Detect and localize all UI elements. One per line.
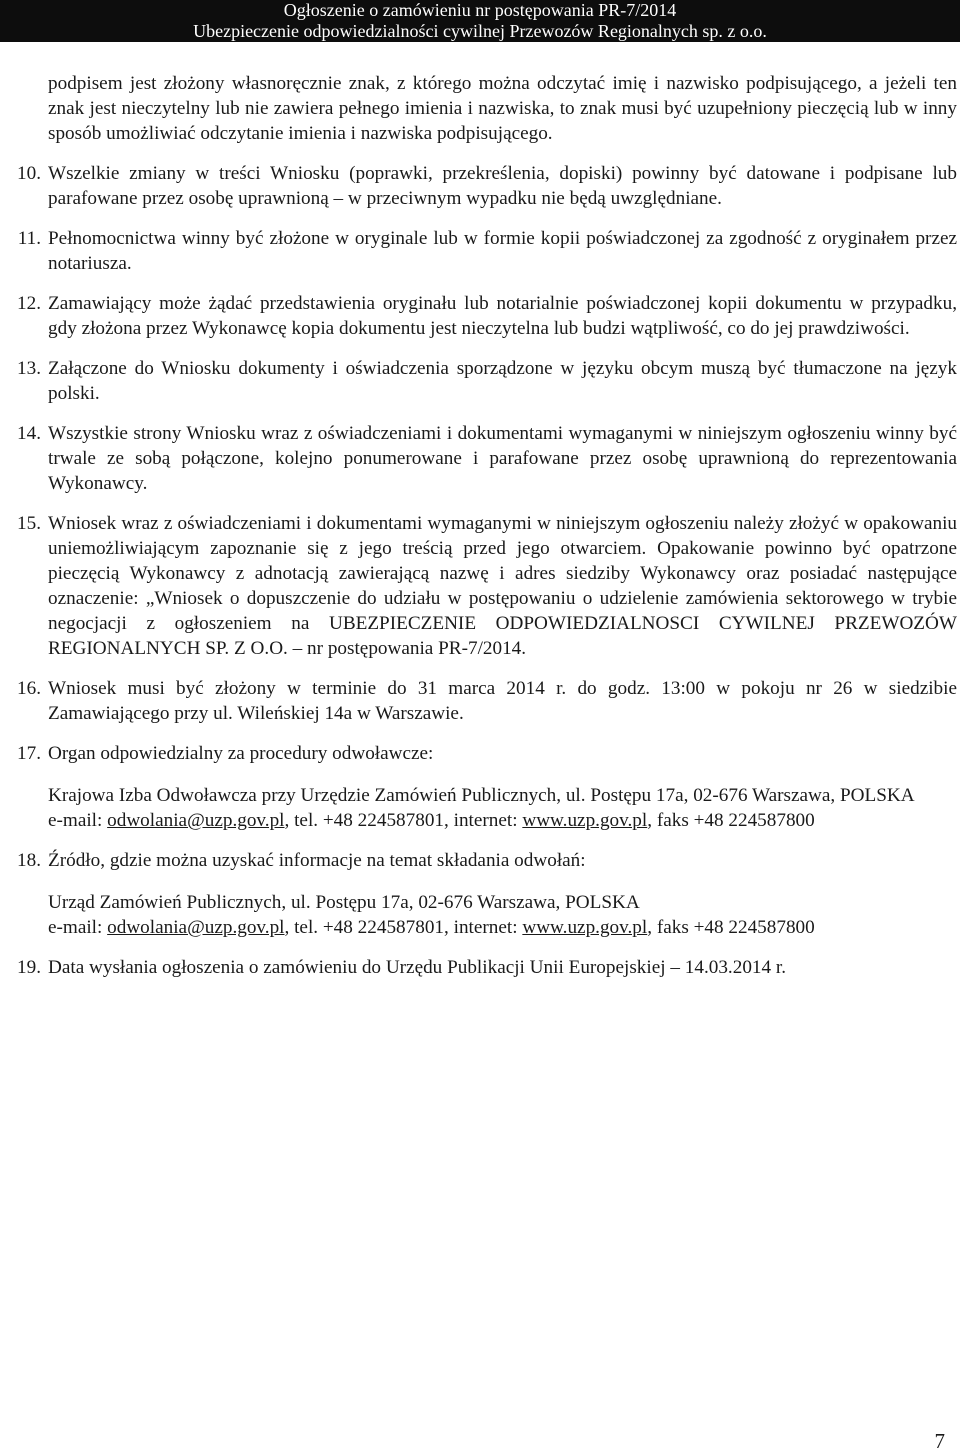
intro-paragraph: podpisem jest złożony własnoręcznie znak, z którego można odczytać imię i nazwisko podpisującego, a jeżeli ten znak jest nieczytelny lub nie zawiera pełnego imienia i nazwiska, to znak musi być uzupełniony pieczęcią lub w inny sposób umożliwiać odczytanie imienia i nazwiska podpisującego. [48, 73, 957, 144]
website-link[interactable]: www.uzp.gov.pl [522, 917, 648, 938]
item-text: Załączone do Wniosku dokumenty i oświadczenia sporządzone w języku obcym muszą być tłumaczone na język polski. [48, 358, 957, 404]
list-item [17, 226, 957, 276]
page-number: 7 [934, 1429, 945, 1453]
list-item [17, 955, 957, 980]
item-text: Wszelkie zmiany w treści Wniosku (poprawki, przekreślenia, dopiski) powinny być datowane i podpisane lub parafowane przez osobę uprawnioną – w przeciwnym wypadku nie będą uwzględniane. [48, 163, 957, 209]
item-text: Organ odpowiedzialny za procedury odwoławcze: [48, 743, 434, 764]
item-number: 13. [17, 358, 41, 379]
email-link[interactable]: odwolania@uzp.gov.pl [107, 810, 285, 831]
list-item [17, 676, 957, 726]
item-number: 12. [17, 293, 41, 314]
appeal-body-address: Krajowa Izba Odwoławcza przy Urzędzie Zamówień Publicznych, ul. Postępu 17a, 02-676 Warszawa, POLSKA [48, 785, 915, 806]
item-number: 14. [17, 423, 41, 444]
item-text: Wniosek musi być złożony w terminie do 31 marca 2014 r. do godz. 13:00 w pokoju nr 26 w siedzibie Zamawiającego przy ul. Wileńskiej 14a w Warszawie. [48, 678, 957, 724]
appeal-body-contacts: e-mail: odwolania@uzp.gov.pl, tel. +48 224587801, internet: www.uzp.gov.pl, faks +48 224587800 [48, 810, 815, 831]
item-number: 10. [17, 163, 41, 184]
list-item [17, 356, 957, 406]
item-number: 15. [17, 513, 41, 534]
appeal-info-contacts: e-mail: odwolania@uzp.gov.pl, tel. +48 224587801, internet: www.uzp.gov.pl, faks +48 224587800 [48, 917, 815, 938]
list-item [17, 421, 957, 496]
item-text: Zamawiający może żądać przedstawienia oryginału lub notarialnie poświadczonej kopii dokumentu w przypadku, gdy złożona przez Wykonawcę kopia dokumentu jest nieczytelna lub budzi wątpliwość, co do jej prawdziwości. [48, 293, 957, 339]
list-item [17, 161, 957, 211]
appeal-info-contact [48, 890, 957, 940]
item-text: Wniosek wraz z oświadczeniami i dokumentami wymaganymi w niniejszym ogłoszeniu należy złożyć w opakowaniu uniemożliwiającym zapoznanie się z jego treścią przed jego otwarciem. Opakowanie powinno być opatrzone pieczęcią Wykonawcy z adnotacją zawierającą nazwę i adres siedziby Wykonawcy oraz posiadać następujące oznaczenie: „Wniosek o dopuszczenie do udziału w postępowaniu o udzielenie zamówienia sektorowego w trybie negocjacji z ogłoszeniem na UBEZPIECZENIE ODPOWIEDZIALNOSCI CYWILNEJ PRZEWOZÓW REGIONALNYCH SP. Z O.O. – nr postępowania PR-7/2014. [48, 513, 957, 659]
item-text: Pełnomocnictwa winny być złożone w oryginale lub w formie kopii poświadczonej za zgodność z oryginałem przez notariusza. [48, 228, 957, 274]
appeal-info-address: Urząd Zamówień Publicznych, ul. Postępu 17a, 02-676 Warszawa, POLSKA [48, 892, 640, 913]
item-text: Data wysłania ogłoszenia o zamówieniu do Urzędu Publikacji Unii Europejskiej – 14.03.2014 r. [48, 957, 787, 978]
item-number: 17. [17, 743, 41, 764]
header-subtitle: Ubezpieczenie odpowiedzialności cywilnej Przewozów Regionalnych sp. z o.o. [193, 21, 767, 41]
document-body [17, 71, 957, 995]
list-item-appeal-info [17, 848, 957, 940]
list-item [17, 291, 957, 341]
email-link[interactable]: odwolania@uzp.gov.pl [107, 917, 285, 938]
header-title: Ogłoszenie o zamówieniu nr postępowania PR-7/2014 [283, 0, 677, 20]
item-text: Źródło, gdzie można uzyskać informacje na temat składania odwołań: [48, 850, 586, 871]
page-header [0, 0, 960, 42]
appeal-body-contact [48, 783, 957, 833]
list-item-appeal-body [17, 741, 957, 833]
website-link[interactable]: www.uzp.gov.pl [522, 810, 648, 831]
list-item [17, 511, 957, 661]
item-number: 19. [17, 957, 41, 978]
item-number: 18. [17, 850, 41, 871]
item-number: 11. [17, 228, 41, 249]
item-number: 16. [17, 678, 41, 699]
item-text: Wszystkie strony Wniosku wraz z oświadczeniami i dokumentami wymaganymi w niniejszym ogłoszeniu winny być trwale ze sobą połączone, kolejno ponumerowane i parafowane przez osobę uprawnioną do reprezentowania Wykonawcy. [48, 423, 957, 494]
